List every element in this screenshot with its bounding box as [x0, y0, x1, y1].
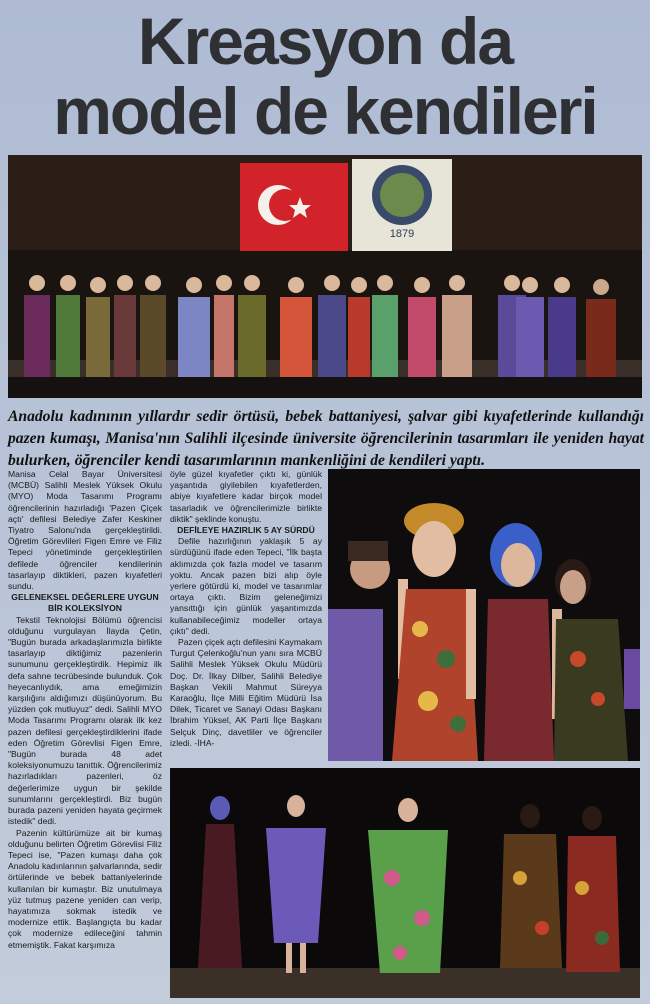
stage-models-photo: [170, 768, 640, 998]
lead-paragraph: Anadolu kadınının yıllardır sedir örtüsü, bebek battaniyesi, şalvar gibi kıyafetlerinde kullandığı pazen kumaşı, Manisa'nın Salihli ilçesinde üniversite öğrencilerinin tasarımları ile yeniden hayat bulurken, öğrenciler kendi tasarımlarının mankenliğini de kendileri yaptı.: [8, 408, 644, 469]
headline-line-1: Kreasyon da: [137, 4, 513, 78]
article-paragraph: Pazen çiçek açtı defilesini Kaymakam Turgut Çelenkoğlu'nun yanı sıra MCBÜ Salihli Meslek Yüksek Okulu Müdürü Doç. Dr. İlkay Dilber, Salihli Belediye Başkan Vekili Mahmut Süreyya Karaoğlu, İlçe Milli Eğitim Müdürü İsa Dilek, Ticaret ve Sanayi Odası Başkanı İbrahim Yüksel, AK Parti İlçe Başkanı Selçuk Dinç, davetliler ve öğrenciler izledi. -İHA-: [170, 637, 322, 748]
article-paragraph: Pazenin kültürümüze ait bir kumaş olduğunu belirten Öğretim Görevlisi Filiz Tepeci ise, "Pazen kumaşı daha çok Anadolu kadınlarının şalvarlarında, sedir örtülerinde ve bebek battaniyelerinde kullanılan bir kumaştır. Biz unutulmaya yüz tutmuş pazene yeniden can verip, hayatımıza sokmak istedik ve modernize ettik. Başlangıçta bu kadar çok modernize edileceğini tahmin etmemiştik. Fakat karşımıza: [8, 827, 162, 950]
article-paragraph: Defile hazırlığının yaklaşık 5 ay sürdüğünü ifade eden Tepeci, "İlk başta aklımızda çok fazla model ve tasarım yoktu. Ancak pazen bizi alıp öyle yerlere götürdü ki, model ve tasarımlar ortaya çıktı. Bizim geleneğimizi yansıttığı için günlük yaşantımızda kullanabileceğimiz modeller ortaya çıktı" dedi.: [170, 536, 322, 636]
article-paragraph: Tekstil Teknolojisi Bölümü öğrencisi olduğunu vurgulayan İlayda Çetin, "Bugün burada arkadaşlarımızla birlikte tasarlayıp diktiğimiz pazenlerin sunumunu gerçekleştirdik. Hepimiz ilk defa sahne tecrübesinde bulunduk. Çok heyecanlıydık, ama emeğimizin karşılığını aldığımızı düşünüyorum. Bu yüzden çok mutluyuz" dedi. Salihli MYO Moda Tasarımı Programı olarak ilk kez pazen defilesi gerçekleştirdiklerini ifade eden Öğretim Görevlisi Figen Emre, "Bugün burada 48 adet koleksiyonumuzu tanıttık. Öğrencilerimiz hazırladıkları pazenleri, öz değerlerimize uygun bir şekilde sunumlarını gerçekleştirdi. Biz bugün burada pazeni yeniden hayata geçirmek istedik" dedi.: [8, 614, 162, 827]
article-column-1: [8, 469, 162, 999]
subhead-2: DEFİLEYE HAZIRLIK 5 AY SÜRDÜ: [177, 525, 315, 536]
subhead-1: GELENEKSEL DEĞERLERE UYGUN BİR KOLEKSİYON: [11, 592, 159, 614]
article-intro: Manisa Celal Bayar Üniversitesi (MCBÜ) Salihli Meslek Yüksek Okulu (MYO) Moda Tasarımı Programı öğrencilerinin hazırladığı 'Pazen Çiçek açtı' defilesi Belediye Zafer Keskiner Tiyatro Salonu'nda gerçekleştirildi. Öğretim Görevlileri Figen Emre ve Filiz Tepeci yönetiminde gerçekleştirilen defilede öğrenciler kendilerinin tasarlayıp diktikleri, pazen kıyafetleri sundu.: [8, 469, 162, 592]
runway-lineup-photo: [8, 155, 642, 398]
banner-year: 1879: [389, 228, 415, 240]
article-column-2: [170, 469, 322, 769]
models-closeup-photo: [328, 469, 640, 761]
article-paragraph: öyle güzel kıyafetler çıktı ki, günlük yaşantıda giyilebilen kıyafetlerden, abiye kıyafetlere kadar birçok model tasarladık ve öğrencilerimizle birlikte diktik" şeklinde konuştu.: [170, 469, 322, 524]
headline-line-2: model de kendileri: [53, 74, 597, 148]
headline: [0, 6, 650, 146]
